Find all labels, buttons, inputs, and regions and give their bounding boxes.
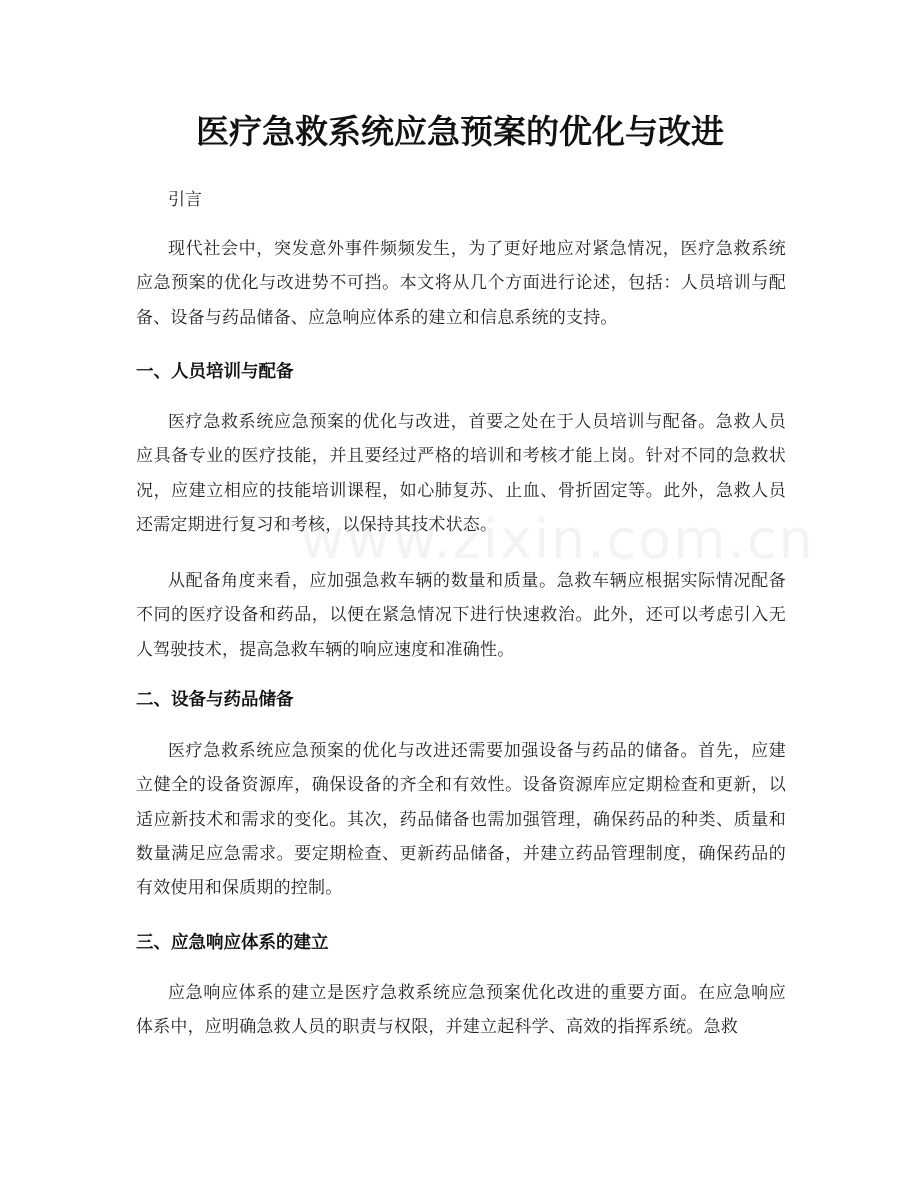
section-heading-response: 三、应急响应体系的建立 <box>136 933 329 953</box>
section-heading-equipment: 二、设备与药品储备 <box>136 690 294 710</box>
paragraph-vehicle-equipment: 从配备角度来看，应加强急救车辆的数量和质量。急救车辆应根据实际情况配备不同的医疗设备和药品，以便在紧急情况下进行快速救治。此外，还可以考虑引入无人驾驶技术，提高急救车辆的响应速度和准确性。 <box>136 571 786 660</box>
paragraph-response-system: 应急响应体系的建立是医疗急救系统应急预案优化改进的重要方面。在应急响应体系中，应明确急救人员的职责与权限，并建立起科学、高效的指挥系统。急救 <box>136 983 786 1038</box>
document-title: 医疗急救系统应急预案的优化与改进 <box>196 112 724 151</box>
intro-paragraph: 现代社会中，突发意外事件频频发生，为了更好地应对紧急情况，医疗急救系统应急预案的优化与改进势不可挡。本文将从几个方面进行论述，包括：人员培训与配备、设备与药品储备、应急响应体系的建立和信息系统的支持。 <box>136 239 786 328</box>
section-heading-staff: 一、人员培训与配备 <box>136 362 294 382</box>
paragraph-equipment-storage: 医疗急救系统应急预案的优化与改进还需要加强设备与药品的储备。首先，应建立健全的设备资源库，确保设备的齐全和有效性。设备资源库应定期检查和更新，以适应新技术和需求的变化。其次，药品储备也需加强管理，确保药品的种类、质量和数量满足应急需求。要定期检查、更新药品储备，并建立药品管理制度，确保药品的有效使用和保质期的控制。 <box>136 741 786 899</box>
paragraph-staff-training: 医疗急救系统应急预案的优化与改进，首要之处在于人员培训与配备。急救人员应具备专业的医疗技能，并且要经过严格的培训和考核才能上岗。针对不同的急救状况，应建立相应的技能培训课程，如心肺复苏、止血、骨折固定等。此外，急救人员还需定期进行复习和考核，以保持其技术状态。 <box>136 412 786 535</box>
intro-label: 引言 <box>168 190 202 210</box>
